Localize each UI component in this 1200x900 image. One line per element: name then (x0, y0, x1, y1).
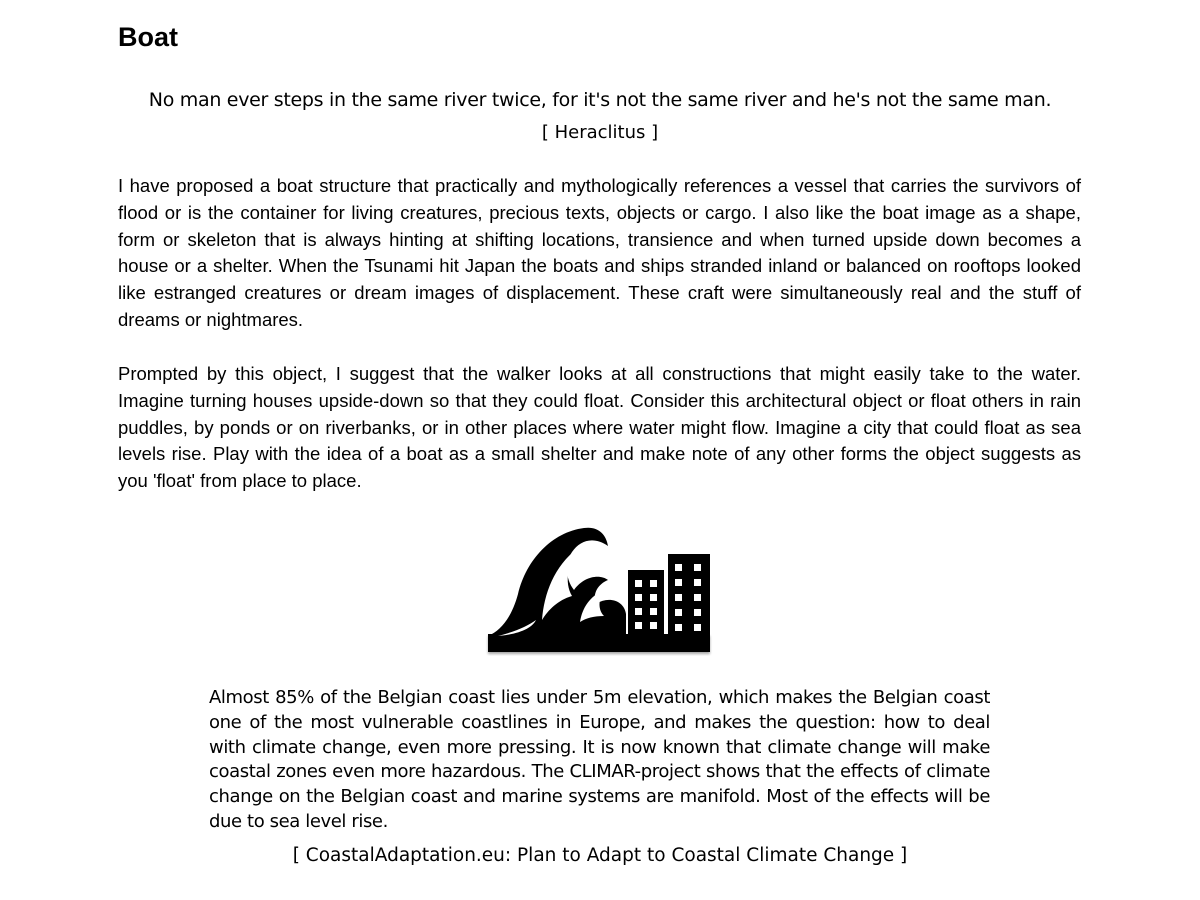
tsunami-city-icon (484, 524, 716, 660)
epigraph-quote: No man ever steps in the same river twice, for it's not the same river and he's not the same man. (148, 89, 1052, 111)
page-title: Boat (118, 22, 178, 52)
epigraph-attribution: [ Heraclitus ] (541, 122, 659, 143)
caption-paragraph: Almost 85% of the Belgian coast lies under 5m elevation, which makes the Belgian coast one of the most vulnerable coastlines in Europe, and makes the question: how to deal with climate change, even more pressing. It is now known that climate change will make coastal zones even more hazardous. The CLIMAR-project shows that the effects of climate change on the Belgian coast and marine systems are manifold. Most of the effects will be due to sea level rise. (209, 687, 990, 832)
caption-source: [ CoastalAdaptation.eu: Plan to Adapt to Coastal Climate Change ] (292, 845, 908, 866)
body-paragraph: Prompted by this object, I suggest that the walker looks at all constructions that might easily take to the water. Imagine turning houses upside-down so that they could float. Consider this architectural object or float others in rain puddles, by ponds or on riverbanks, or in other places where water might flow. Imagine a city that could float as sea levels rise. Play with the idea of a boat as a small shelter and make note of any other forms the object suggests as you 'float' from place to place. (118, 363, 1081, 492)
body-paragraph: I have proposed a boat structure that practically and mythologically references a vessel that carries the survivors of flood or is the container for living creatures, precious texts, objects or cargo. I also like the boat image as a shape, form or skeleton that is always hinting at shifting locations, transience and when turned upside down becomes a house or a shelter. When the Tsunami hit Japan the boats and ships stranded inland or balanced on rooftops looked like estranged creatures or dream images of displacement. These craft were simultaneously real and the stuff of dreams or nightmares. (118, 175, 1081, 330)
